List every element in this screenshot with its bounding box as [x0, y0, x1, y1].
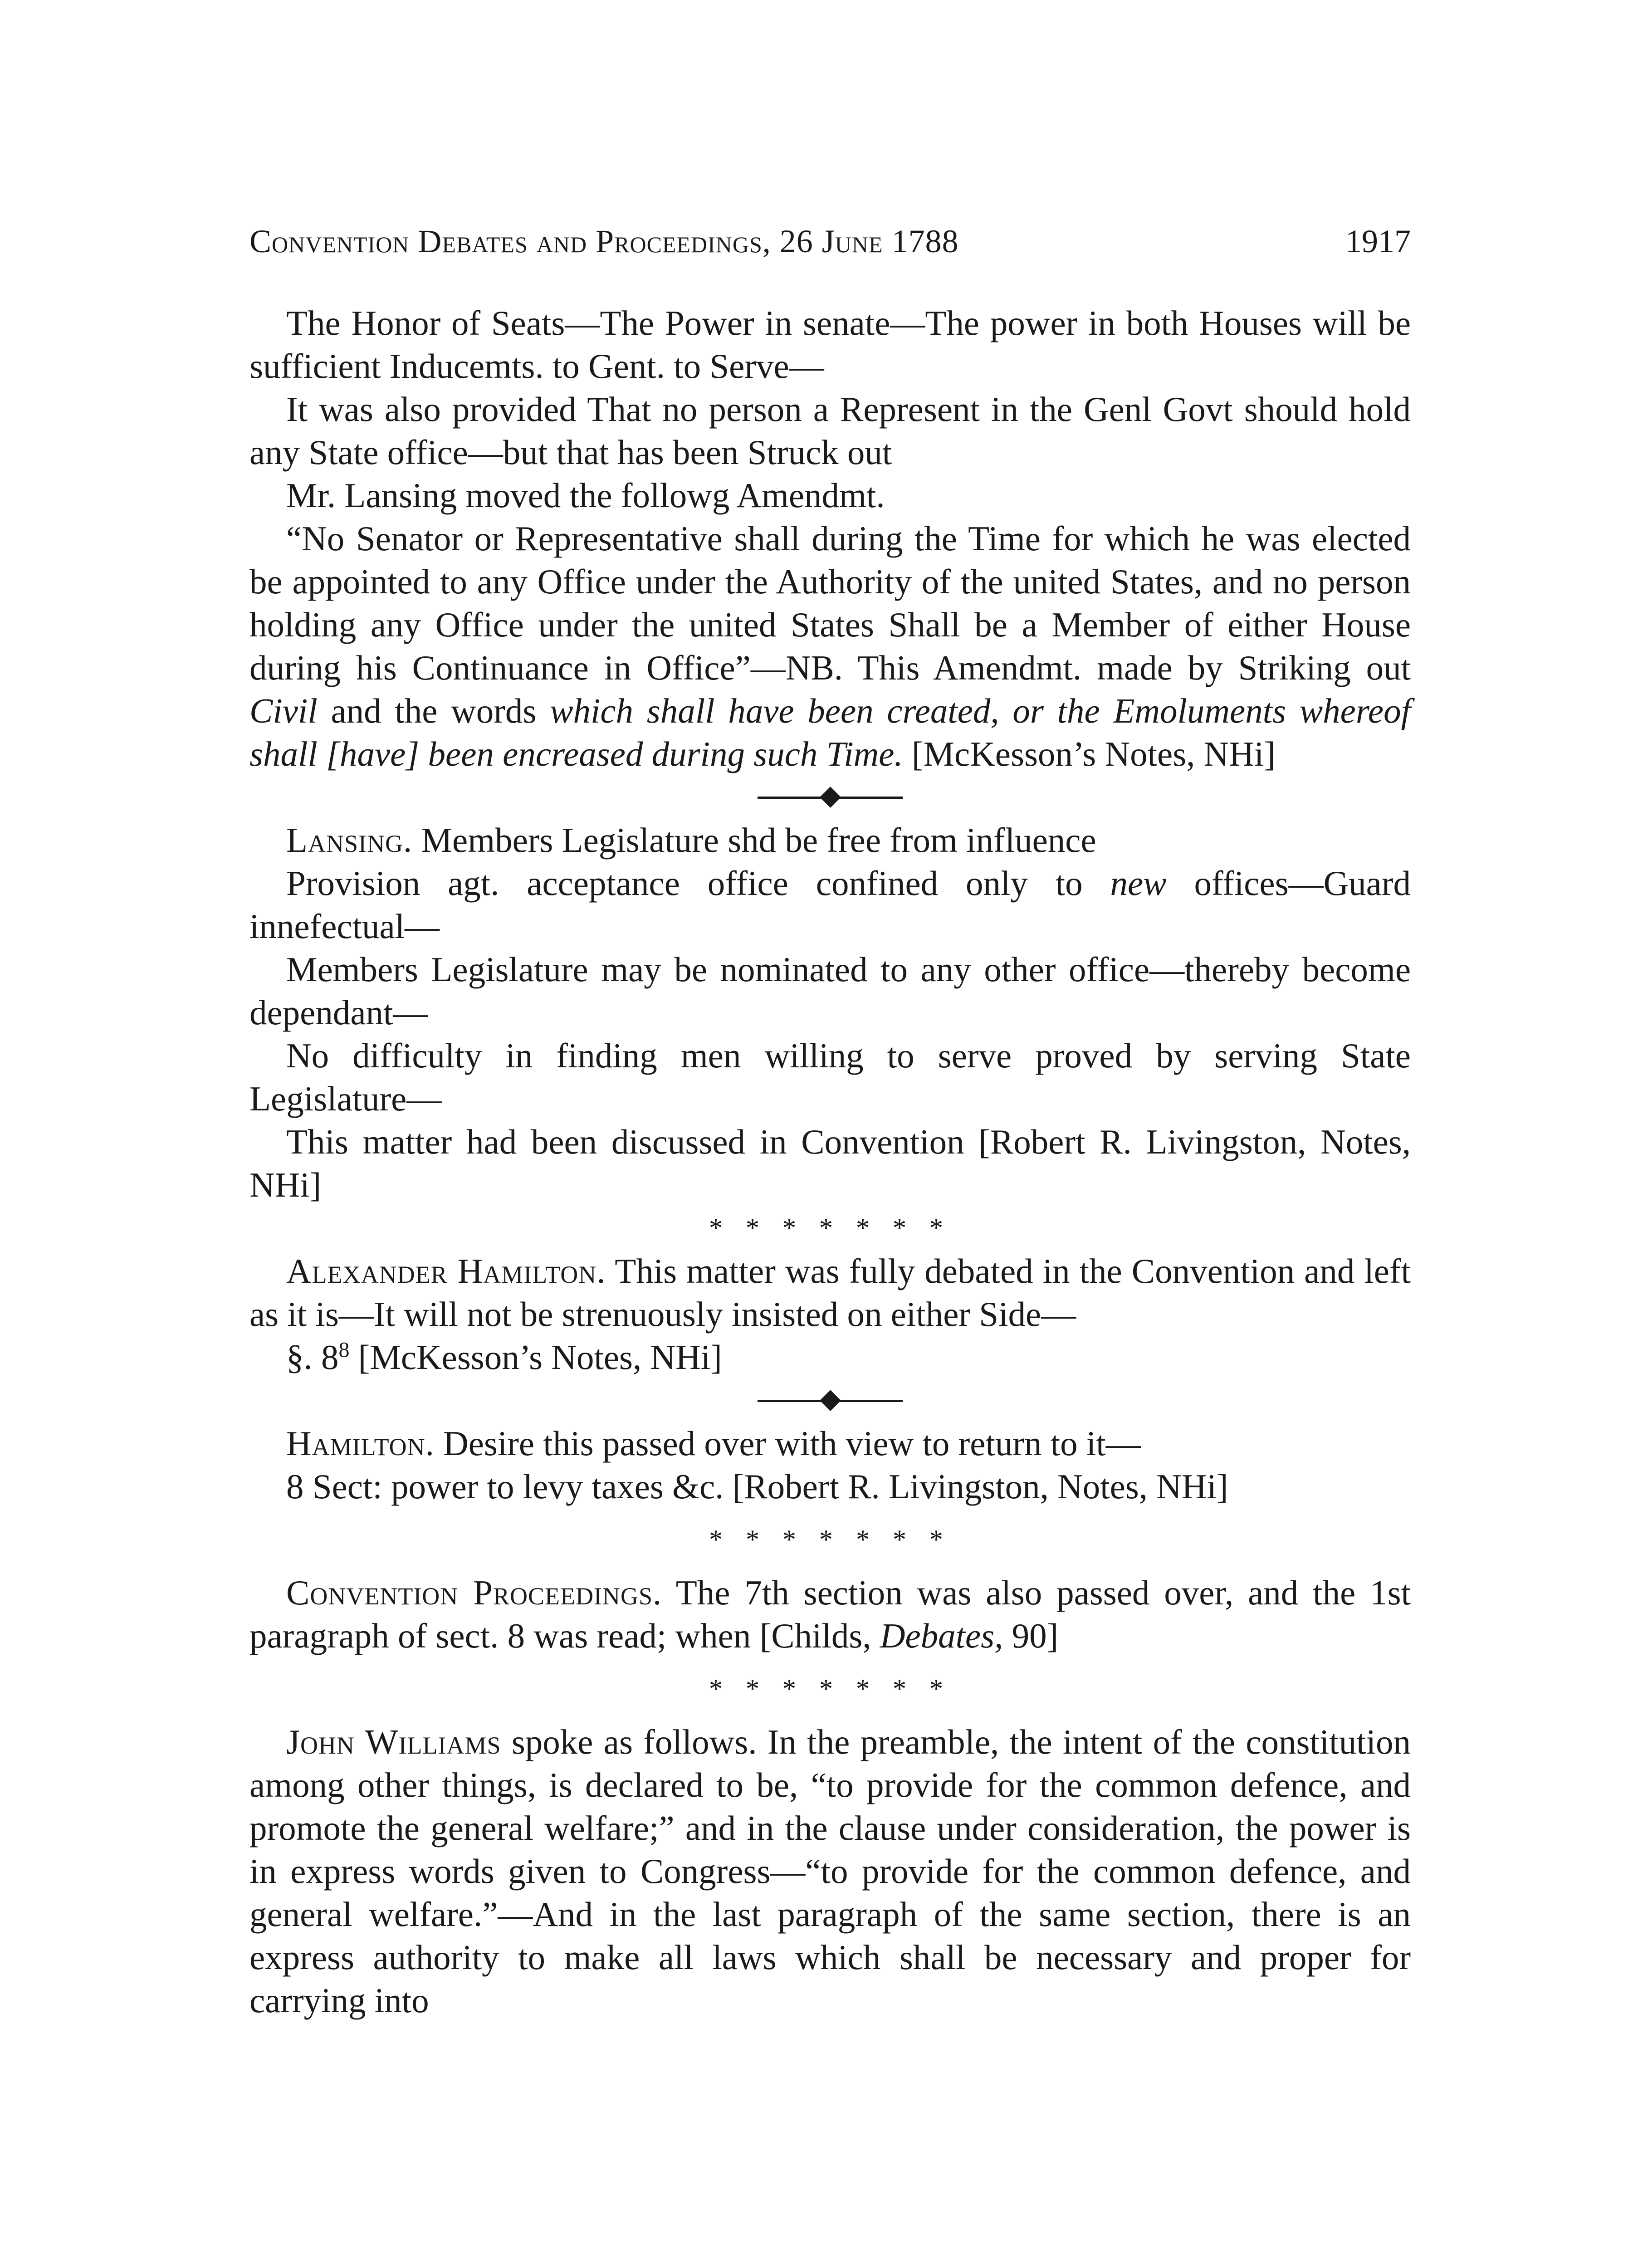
paragraph-state-office: It was also provided That no person a Represent in the Genl Govt should hold any State office—but that has been Struck out — [249, 390, 1411, 472]
paragraph-lansing-difficulty: No difficulty in finding men willing to serve proved by serving State Legislature— — [249, 1036, 1411, 1118]
paragraph-hamilton — [249, 1422, 1411, 1465]
diamond-icon — [820, 787, 841, 808]
paragraph-convention-proceedings — [249, 1571, 1411, 1657]
section-divider — [758, 776, 903, 819]
section-mark: §. 8 — [286, 1338, 339, 1377]
hamilton-desire: Desire this passed over with view to return to it— — [434, 1424, 1141, 1463]
heading-convention-proceedings: Convention Proceedings. — [286, 1573, 662, 1612]
speaker-hamilton: Hamilton. — [286, 1424, 435, 1463]
asterisk-separator: * * * * * * * — [709, 1674, 951, 1704]
asterisk-separator: * * * * * * * — [709, 1213, 951, 1243]
paragraph-lansing-speech — [249, 819, 1411, 862]
asterisk-separator: * * * * * * * — [709, 1525, 951, 1554]
page-body — [249, 302, 1411, 2022]
debates-italic: Debates, — [880, 1616, 1003, 1655]
proceedings-end: 90] — [1003, 1616, 1059, 1655]
section-divider — [758, 1379, 903, 1422]
running-title: Convention Debates and Proceedings, 26 June 1788 — [249, 223, 959, 259]
paragraph-alexander-hamilton — [249, 1250, 1411, 1336]
lansing-new-italic: new — [1110, 864, 1167, 903]
paragraph-john-williams — [249, 1721, 1411, 2022]
diamond-icon — [820, 1390, 841, 1411]
speaker-lansing: Lansing. — [286, 821, 413, 860]
page-number: 1917 — [1345, 223, 1411, 259]
speaker-alexander-hamilton: Alexander Hamilton. — [286, 1251, 606, 1290]
lansing-line-2b: offices—Guard innefectual— — [249, 864, 1411, 946]
proceedings-text: The 7th section was also passed over, and the 1st paragraph of sect. 8 was read; when [Childs, — [249, 1573, 1411, 1655]
williams-speech: spoke as follows. In the preamble, the intent of the constitution among other things, is declared to be, “to provide for the common defence, and promote the general welfare;” and in the clause under consideration, the power is in express words given to Congress—“to provide for the common defence, and general welfare.”—And in the last paragraph of the same section, there is an express authority to make all laws which shall be necessary and proper for carrying into — [249, 1722, 1411, 2020]
hamilton-statement: This matter was fully debated in the Convention and left as it is—It will not be strenuously insisted on either Side— — [249, 1251, 1411, 1334]
amendment-source: [McKesson’s Notes, NHi] — [903, 734, 1276, 773]
running-header — [249, 221, 1411, 262]
amendment-civil: Civil — [249, 691, 318, 730]
lansing-line-1: Members Legislature shd be free from influence — [412, 821, 1096, 860]
paragraph-honor-of-seats: The Honor of Seats—The Power in senate—The power in both Houses will be sufficient Inducemts. to Gent. to Serve— — [249, 303, 1411, 386]
amendment-italic-text: which shall have been created, or the Emoluments whereof shall [have] been encreased during such Time. — [249, 691, 1411, 773]
paragraph-amendment — [249, 517, 1411, 776]
paragraph-section-eight — [249, 1336, 1411, 1379]
speaker-john-williams: John Williams — [286, 1722, 501, 1761]
lansing-line-2a: Provision agt. acceptance office confined only to — [286, 864, 1110, 903]
paragraph-lansing-discussed: This matter had been discussed in Convention [Robert R. Livingston, Notes, NHi] — [249, 1122, 1411, 1204]
paragraph-lansing-provision — [249, 862, 1411, 948]
mckesson-source: [McKesson’s Notes, NHi] — [349, 1338, 722, 1377]
footnote-marker: 8 — [338, 1338, 350, 1362]
amendment-words: and the words — [317, 691, 550, 730]
paragraph-eight-sect: 8 Sect: power to levy taxes &c. [Robert R. Livingston, Notes, NHi] — [286, 1467, 1228, 1506]
paragraph-lansing-nominated: Members Legislature may be nominated to any other office—thereby become dependant— — [249, 950, 1411, 1032]
paragraph-lansing-moved: Mr. Lansing moved the followg Amendmt. — [286, 476, 885, 515]
amendment-text: “No Senator or Representative shall during the Time for which he was elected be appointed to any Office under the Authority of the united States, and no person holding any Office under the united States Shall be a Member of either House during his Continuance in Office”—NB. This Amendmt. made by Striking out — [249, 519, 1411, 687]
